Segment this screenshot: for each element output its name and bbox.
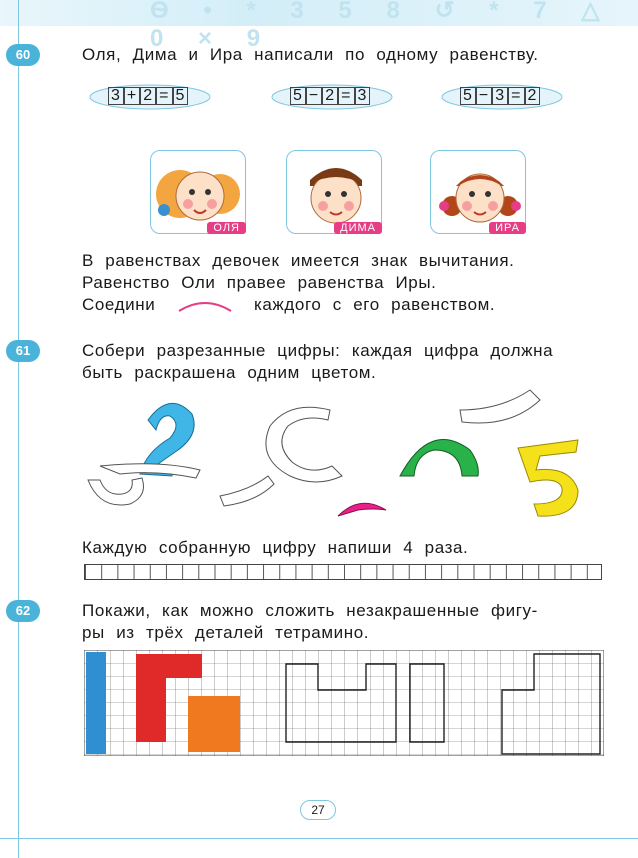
header-decor-text: Ѳ • * 3 5 8 ↺ * 7 △ 0 × 9 <box>150 0 614 52</box>
green-arch-piece <box>400 440 478 476</box>
orange-tetromino <box>188 696 240 752</box>
equation-1: 3 + 2 = 5 <box>88 84 212 110</box>
kid-name-olya: ОЛЯ <box>207 222 246 234</box>
magenta-piece <box>338 503 386 516</box>
kid-name-ira: ИРА <box>489 222 526 234</box>
task61-line1: Собери разрезанные цифры: каждая цифра должна <box>82 341 554 360</box>
kid-name-dima: ДИМА <box>334 222 382 234</box>
decorative-header <box>0 0 638 52</box>
task60-line3 <box>82 294 562 315</box>
kid-ira <box>430 150 526 234</box>
blue-tetromino <box>86 652 106 754</box>
writing-cells[interactable] <box>84 564 602 580</box>
task60-line3-start: Соедини <box>82 295 156 314</box>
margin-line <box>18 0 19 858</box>
task60-intro: Оля, Дима и Ира написали по одному равенству. <box>82 45 539 64</box>
white-arc-piece <box>460 390 540 423</box>
task-number-62: 62 <box>6 600 40 622</box>
task61-line3: Каждую собранную цифру напиши 4 раза. <box>82 538 469 557</box>
tetromino-grid[interactable] <box>84 650 604 756</box>
task60-line2: Равенство Оли правее равенства Иры. <box>82 273 437 292</box>
white-bowl-piece <box>88 478 144 505</box>
digit-pieces <box>60 380 620 530</box>
task61-line2: быть раскрашена одним цветом. <box>82 363 377 382</box>
connect-arc-icon <box>175 297 235 315</box>
kid-olya <box>150 150 246 234</box>
task-number-60: 60 <box>6 44 40 66</box>
task60-line3-end: каждого с его равенством. <box>253 295 496 314</box>
task62-line1: Покажи, как можно сложить незакрашенные фигу- <box>82 601 538 620</box>
equation-3: 5 − 3 = 2 <box>440 84 564 110</box>
task-number-61: 61 <box>6 340 40 362</box>
bottom-line <box>0 838 638 839</box>
equation-2: 5 − 2 = 3 <box>270 84 394 110</box>
white-hook-piece <box>100 464 200 478</box>
yellow-digit-piece <box>518 440 578 516</box>
task60-line1: В равенствах девочек имеется знак вычитания. <box>82 251 515 270</box>
task62-line2: ры из трёх деталей тетрамино. <box>82 623 370 642</box>
kid-dima <box>286 150 382 234</box>
white-c-piece <box>266 407 342 482</box>
page-number: 27 <box>300 800 336 820</box>
white-wedge-piece <box>220 476 274 506</box>
